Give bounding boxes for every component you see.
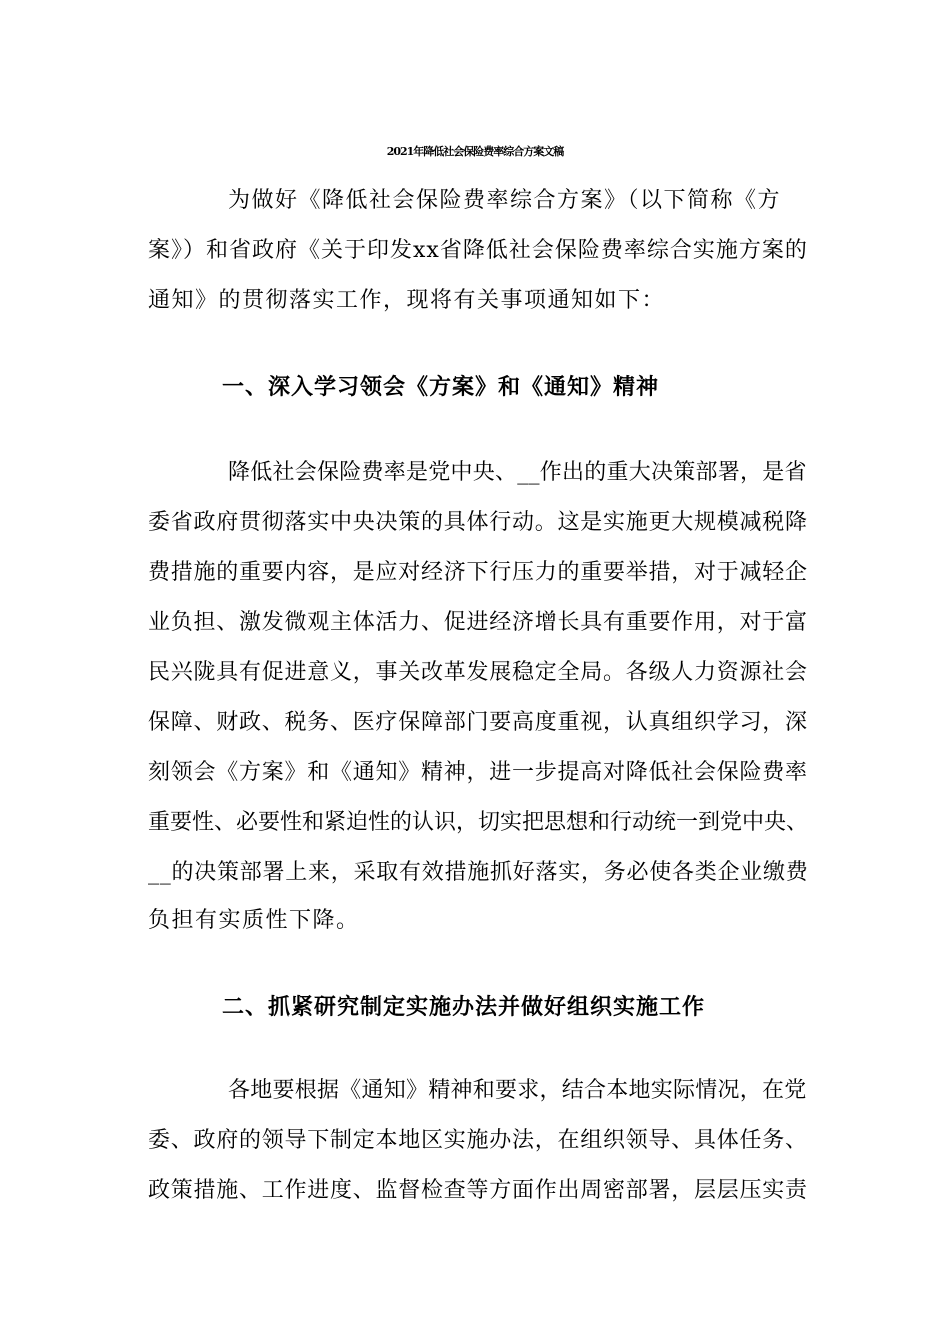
section-1-line-2: 委省政府贯彻落实中央决策的具体行动。这是实施更大规模减税降 <box>148 510 808 535</box>
section-1-line-7: 刻领会《方案》和《通知》精神，进一步提高对降低社会保险费率 <box>148 760 808 785</box>
section-1-line-3: 费措施的重要内容，是应对经济下行压力的重要举措，对于减轻企 <box>148 560 808 585</box>
section-1-line-9: __的决策部署上来，采取有效措施抓好落实，务必使各类企业缴费 <box>148 860 809 885</box>
section-2-line-2: 委、政府的领导下制定本地区实施办法，在组织领导、具体任务、 <box>148 1128 808 1153</box>
intro-line-3: 通知》的贯彻落实工作，现将有关事项通知如下： <box>148 288 666 313</box>
section-1-line-6: 保障、财政、税务、医疗保障部门要高度重视，认真组织学习，深 <box>148 710 808 735</box>
section-1-heading: 一、深入学习领会《方案》和《通知》精神 <box>222 374 660 400</box>
section-1-line-5: 民兴陇具有促进意义，事关改革发展稳定全局。各级人力资源社会 <box>148 660 808 685</box>
section-2-line-3: 政策措施、工作进度、监督检查等方面作出周密部署，层层压实责 <box>148 1178 808 1203</box>
section-1-line-1: 降低社会保险费率是党中央、__作出的重大决策部署，是省 <box>228 460 807 485</box>
section-1-line-10: 负担有实质性下降。 <box>148 908 360 933</box>
section-1-line-8: 重要性、必要性和紧迫性的认识，切实把思想和行动统一到党中央、 <box>148 810 809 835</box>
section-2-heading: 二、抓紧研究制定实施办法并做好组织实施工作 <box>222 994 706 1020</box>
intro-line-2: 案》）和省政府《关于印发xx省降低社会保险费率综合实施方案的 <box>148 238 808 263</box>
section-1-line-4: 业负担、激发微观主体活力、促进经济增长具有重要作用，对于富 <box>148 610 808 635</box>
intro-line-1: 为做好《降低社会保险费率综合方案》（以下简称《方 <box>228 188 782 213</box>
section-2-line-1: 各地要根据《通知》精神和要求，结合本地实际情况，在党 <box>228 1078 807 1103</box>
document-title: 2021年降低社会保险费率综合方案文稿 <box>386 145 564 158</box>
